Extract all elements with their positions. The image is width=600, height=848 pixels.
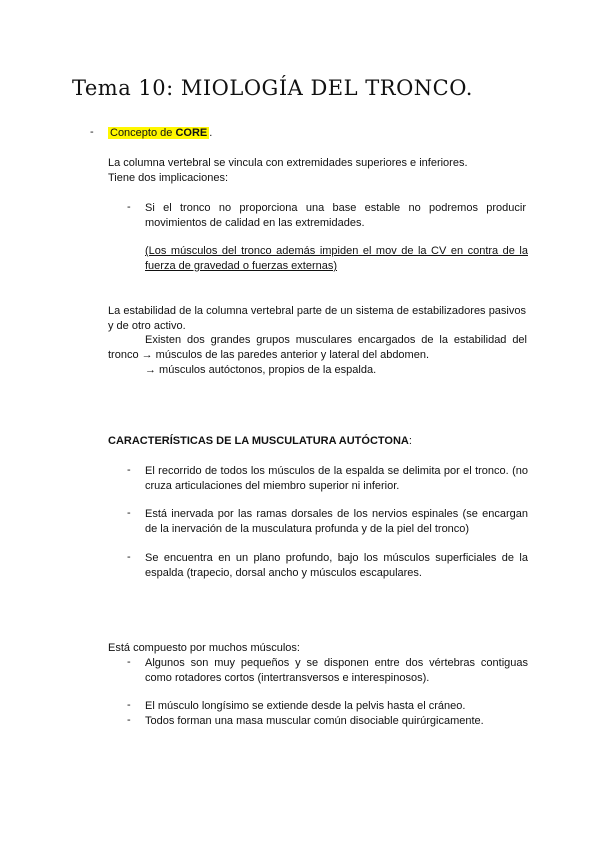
stability-paragraph-2-line-2: tronco → músculos de las paredes anterior y lateral del abdomen. — [108, 349, 430, 361]
composition-item: Todos forman una masa muscular común disociable quirúrgicamente. — [145, 715, 484, 727]
composition-intro: Está compuesto por muchos músculos: — [108, 642, 300, 654]
core-line-2: Tiene dos implicaciones: — [108, 172, 229, 184]
characteristics-item: Está inervada por las ramas dorsales de los nervios espinales (se encargan de la inervación de la musculatura profunda y de la piel del tronco) — [145, 508, 528, 535]
bullet-dash: - — [127, 714, 131, 726]
characteristics-heading-colon: : — [408, 435, 412, 447]
core-highlight — [108, 127, 209, 139]
bullet-dash: - — [127, 201, 131, 213]
core-term: CORE — [175, 127, 208, 139]
bullet-dash: - — [90, 126, 94, 138]
core-prefix: Concepto de — [110, 127, 176, 139]
core-line-1: La columna vertebral se vincula con extremidades superiores e inferiores. — [108, 157, 468, 169]
composition-item: El músculo longísimo se extiende desde la pelvis hasta el cráneo. — [145, 700, 466, 712]
core-note: (Los músculos del tronco además impiden el mov de la CV en contra de la fuerza de gravedad o fuerzas externas) — [145, 245, 528, 272]
core-implication: Si el tronco no proporciona una base estable no podremos producir movimientos de calidad en las extremidades. — [145, 202, 526, 229]
composition-item: Algunos son muy pequeños y se disponen entre dos vértebras contiguas como rotadores cortos (intertransversos e interespinosos). — [145, 657, 528, 684]
core-concept-line — [108, 126, 212, 141]
stability-paragraph-2-line-1: Existen dos grandes grupos musculares encargados de la estabilidad del — [145, 334, 527, 346]
core-suffix: . — [209, 127, 213, 139]
characteristics-heading-text: CARACTERÍSTICAS DE LA MUSCULATURA AUTÓCTONA — [108, 435, 409, 447]
characteristics-heading — [108, 434, 412, 449]
bullet-dash: - — [127, 551, 131, 563]
characteristics-item: El recorrido de todos los músculos de la espalda se delimita por el tronco. (no cruza articulaciones del miembro superior ni inferior. — [145, 465, 528, 492]
bullet-dash: - — [127, 507, 131, 519]
bullet-dash: - — [127, 699, 131, 711]
characteristics-item: Se encuentra en un plano profundo, bajo los músculos superficiales de la espalda (trapecio, dorsal ancho y músculos escapulares. — [145, 552, 528, 579]
stability-paragraph-1: La estabilidad de la columna vertebral parte de un sistema de estabilizadores pasivos y de otro activo. — [108, 305, 526, 332]
bullet-dash: - — [127, 464, 131, 476]
bullet-dash: - — [127, 656, 131, 668]
page-title: Tema 10: MIOLOGÍA DEL TRONCO. — [72, 76, 473, 100]
stability-paragraph-2-line-3: → músculos autóctonos, propios de la espalda. — [145, 364, 377, 376]
